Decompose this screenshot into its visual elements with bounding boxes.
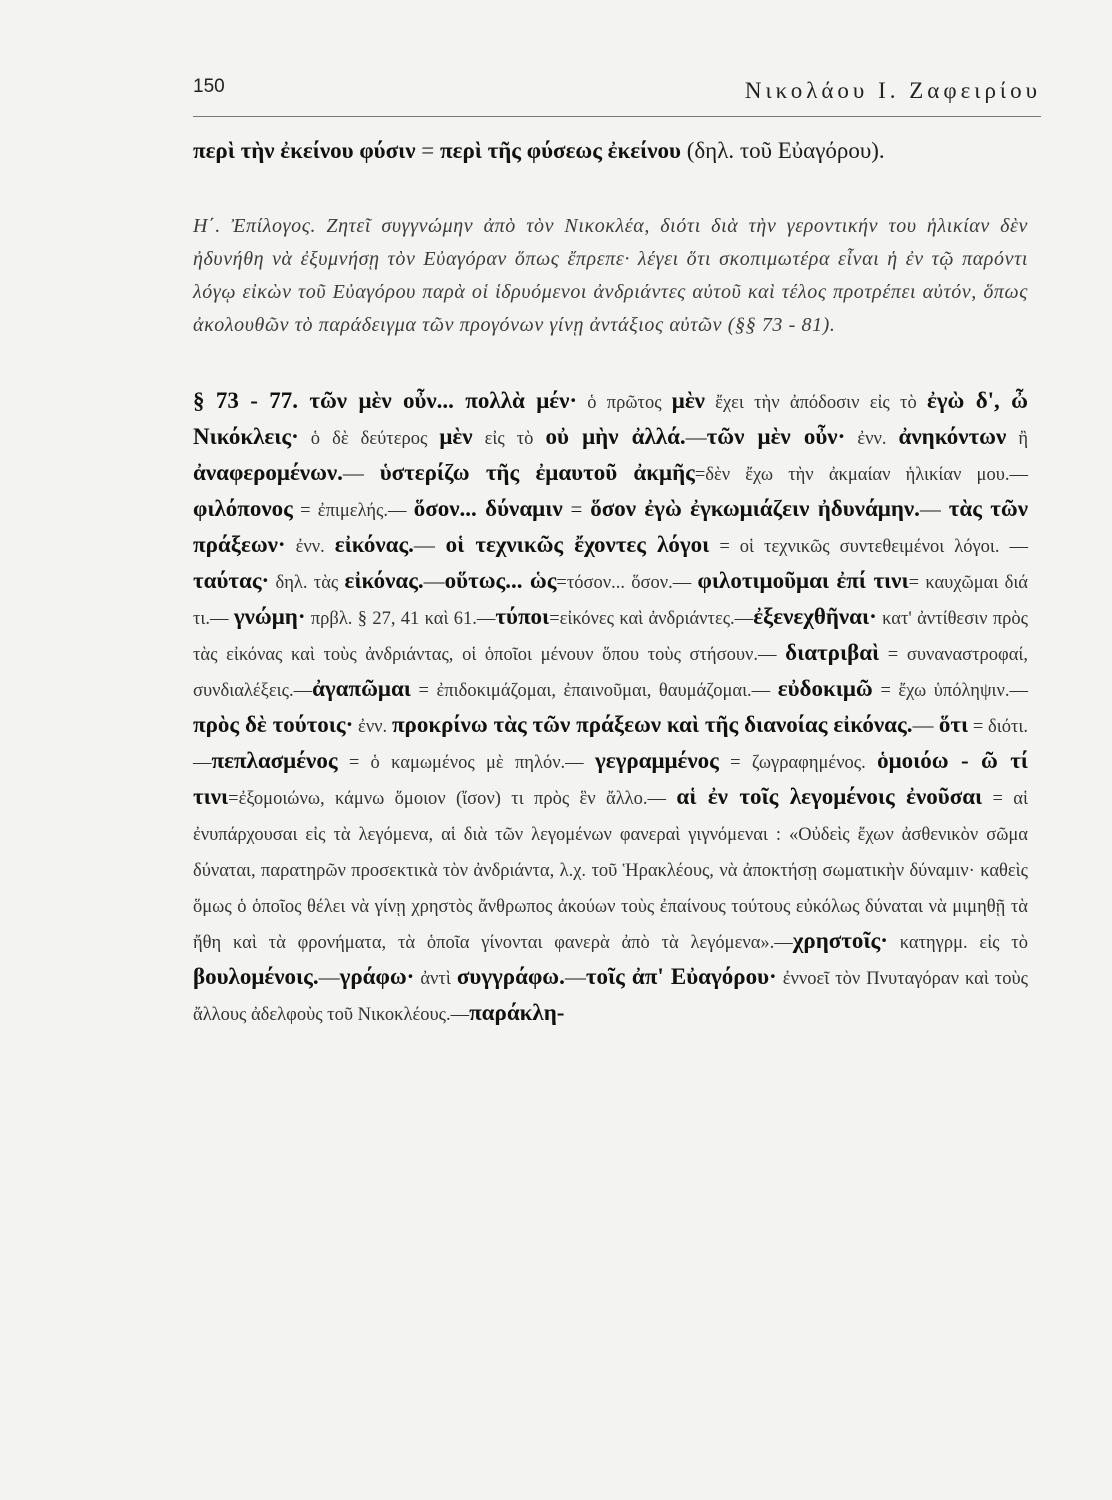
lemma-term: περὶ τὴν ἐκείνου φύσιν <box>193 138 416 163</box>
lemma-term: ὑστερίζω τῆς ἐμαυτοῦ ἀκμῆς <box>379 460 695 485</box>
lemma-term: οἱ τεχνικῶς ἔχοντες λόγοι <box>445 532 710 557</box>
gloss-text: ἐνν. <box>285 537 335 557</box>
lemma-term: εἰκόνας. <box>334 532 414 557</box>
lemma-term: πεπλασμένος <box>211 748 338 773</box>
lemma-term: τύποι <box>495 604 550 629</box>
lemma-term: βουλομένοις. <box>193 964 319 989</box>
gloss-text: =τόσον... ὅσον.— <box>556 573 698 593</box>
gloss-text: = ὁ καμωμένος μὲ πηλόν.— <box>337 753 595 773</box>
lemma-term: προκρίνω τὰς τῶν πράξεων καὶ τῆς διανοίας εἰκόνας. <box>391 712 913 737</box>
gloss-text: ἀντὶ <box>414 969 457 989</box>
lemma-term: § 73 - 77. τῶν μὲν οὖν... πολλὰ μέν· <box>193 388 578 413</box>
lemma-term: ὁμοιόω - ῶ τί τινι <box>193 748 1029 809</box>
gloss-text: — <box>685 425 707 449</box>
lemma-term: διατριβαὶ <box>785 640 880 665</box>
lemma-term: ἀγαπῶμαι <box>312 676 411 701</box>
lemma-term: αἱ ἐν τοῖς λεγομένοις ἐνοῦσαι <box>676 784 983 809</box>
lemma-term: γράφω· <box>339 964 415 989</box>
gloss-text: — <box>564 965 586 989</box>
gloss-text: — <box>342 461 380 485</box>
lemma-term: φιλόπονος <box>193 496 293 521</box>
lemma-term: γνώμη· <box>233 604 306 629</box>
lemma-term: χρηστοῖς· <box>792 928 888 953</box>
lemma-term: ἐγὼ δ', ὦ Νικόκλεις· <box>193 388 1028 449</box>
lemma-term: τὰς τῶν πράξεων· <box>193 496 1028 557</box>
gloss-text: =ἐξομοιώνω, κάμνω ὅμοιον (ἴσον) τι πρὸς ἓν ἄλλο.— <box>228 789 677 809</box>
gloss-text: = καυχῶμαι διά τι.— <box>193 573 1028 629</box>
lemma-term: εὐδοκιμῶ <box>777 676 873 701</box>
gloss-text: = <box>415 138 441 163</box>
gloss-text: = ἔχω ὑπόληψιν.— <box>872 681 1028 701</box>
gloss-text: κατηγρμ. εἰς τὸ <box>887 933 1028 953</box>
lemma-term: ἀνηκόντων <box>898 424 1007 449</box>
gloss-text: — <box>912 713 939 737</box>
gloss-text: ὁ πρῶτος <box>577 393 672 413</box>
lemma-term: οὕτως... ὡς <box>444 568 557 593</box>
lemma-term: συγγράφω. <box>456 964 565 989</box>
gloss-text: ὁ δὲ δεύτερος <box>298 429 440 449</box>
gloss-text: πρβλ. § 27, 41 καὶ 61.— <box>305 609 496 629</box>
gloss-text: = οἱ τεχνικῶς συντεθειμένοι λόγοι. — <box>709 537 1029 557</box>
lemma-term: πρὸς δὲ τούτοις· <box>193 712 354 737</box>
gloss-text: ἢ <box>1006 429 1028 449</box>
lemma-term: ταύτας· <box>193 568 270 593</box>
gloss-text: δηλ. τὰς <box>269 573 345 593</box>
gloss-text: = ζωγραφημένος. <box>718 753 878 773</box>
gloss-text: κατ' ἀντίθεσιν πρὸς τὰς εἰκόνας καὶ τοὺς ἀνδριάντας, οἱ ὁποῖοι μένουν ὅπου τοὺς στήσουν.— <box>193 609 1028 665</box>
gloss-text: = συναναστροφαί, συνδιαλέξεις.— <box>193 645 1028 701</box>
paragraph-epilogue-summary: Η΄. Ἐπίλογος. Ζητεῖ συγγνώμην ἀπὸ τὸν Νικοκλέα, διότι διὰ τὴν γεροντικήν του ἡλικίαν δὲν ἠδυνήθη νὰ ἐξυμνήσῃ τὸν Εὐαγόραν ὅπως ἔπρεπε· λέγει ὅτι σκοπιμωτέρα εἶναι ἡ ἐν τῷ παρόντι λόγῳ εἰκὼν τοῦ Εὐαγόρου παρὰ οἱ ἱδρυόμενοι ἀνδριάντες αὐτοῦ καὶ τέλος προτρέπει αὐτόν, ὅπως ἀκολουθῶν τὸ παράδειγμα τῶν προγόνων γίνῃ ἀντάξιος αὐτῶν (§§ 73 - 81). <box>193 215 1028 336</box>
page-body <box>193 134 1028 1032</box>
gloss-text: ἐνν. <box>845 429 899 449</box>
gloss-text: ἔχει τὴν ἀπόδοσιν εἰς τὸ <box>704 393 927 413</box>
gloss-text: = ἐπιμελής.— <box>292 501 414 521</box>
gloss-text: — <box>423 569 445 593</box>
lemma-term: ὅτι <box>938 712 969 737</box>
lemma-term: ἀναφερομένων. <box>193 460 343 485</box>
gloss-text: (δηλ. τοῦ Εὐαγόρου). <box>680 138 885 163</box>
paragraph-commentary <box>193 384 1028 1032</box>
lemma-term: μὲν <box>439 424 473 449</box>
gloss-text: = ἐπιδοκιμάζομαι, ἐπαινοῦμαι, θαυμάζομαι.— <box>410 681 778 701</box>
lemma-term: τοῖς ἀπ' Εὐαγόρου· <box>585 964 777 989</box>
running-head: Νικολάου Ι. Ζαφειρίου <box>744 78 1041 103</box>
lemma-term: παράκλη- <box>469 1000 565 1025</box>
gloss-text: εἰς τὸ <box>472 429 546 449</box>
gloss-text: — <box>919 497 949 521</box>
gloss-text: — <box>413 533 446 557</box>
lemma-term: μὲν <box>671 388 705 413</box>
lemma-term: ἐξενεχθῆναι· <box>753 604 877 629</box>
lemma-term: γεγραμμένος <box>594 748 719 773</box>
gloss-text: =εἰκόνες καὶ ἀνδριάντες.— <box>549 609 754 629</box>
lemma-term: εἰκόνας. <box>344 568 424 593</box>
gloss-text: = αἱ ἐνυπάρχουσαι εἰς τὰ λεγόμενα, αἱ διὰ τῶν λεγομένων φανεραὶ γιγνόμεναι : «Οὐδεὶς ἔχων ἀσθενικὸν σῶμα δύναται, παρατηρῶν προσεκτικὰ τὸν ἀνδριάντα, λ.χ. τοῦ Ἡρακλέους, νὰ ἀποκτήσῃ σωματικὴν δύναμιν· καθεὶς ὅμως ὁ ὁποῖος θέλει νὰ γίνῃ χρηστὸς ἄνθρωπος ἀκούων τοὺς ἐπαίνους τούτους εὐκόλως δύναται νὰ μιμηθῇ τὰ ἤθη καὶ τὰ φρονήματα, τὰ ὁποῖα γίνονται φανερὰ ἀπὸ τὰ λεγόμενα».— <box>193 789 1028 953</box>
lemma-term: περὶ τῆς φύσεως ἐκείνου <box>440 138 681 163</box>
gloss-text: =δὲν ἔχω τὴν ἀκμαίαν ἡλικίαν μου.— <box>694 465 1028 485</box>
paragraph-intro <box>193 134 1028 168</box>
lemma-term: οὐ μὴν ἀλλά. <box>545 424 686 449</box>
gloss-text: ἐνν. <box>353 717 392 737</box>
gloss-text: — <box>318 965 340 989</box>
lemma-term: τῶν μὲν οὖν· <box>706 424 846 449</box>
gloss-text: = διότι.— <box>193 717 1029 773</box>
lemma-term: φιλοτιμοῦμαι ἐπί τινι <box>697 568 909 593</box>
lemma-term: ὅσον... δύναμιν <box>413 496 563 521</box>
gloss-text: ἐννοεῖ τὸν Πνυταγόραν καὶ τοὺς ἄλλους ἀδελφοὺς τοῦ Νικοκλέους.— <box>193 969 1028 1025</box>
lemma-term: ὅσον ἐγὼ ἐγκωμιάζειν ἠδυνάμην. <box>590 496 920 521</box>
page-number: 150 <box>193 76 225 97</box>
gloss-text: = <box>562 497 591 521</box>
page-header <box>193 72 1041 117</box>
